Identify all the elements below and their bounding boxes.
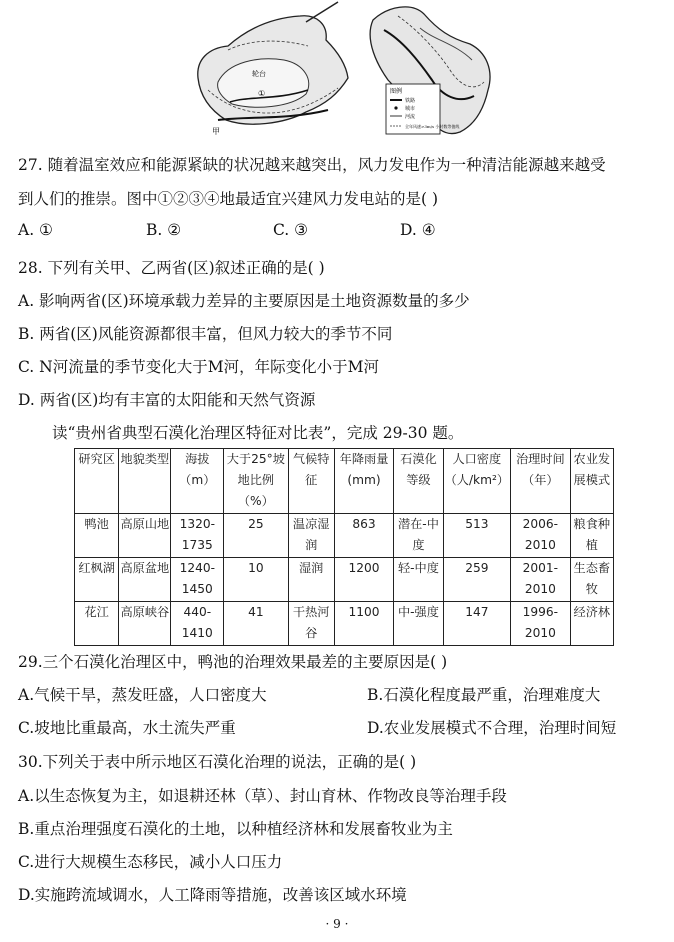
q29-option-d: D.农业发展模式不合理，治理时间短 (367, 719, 617, 737)
table-cell: 高原盆地 (119, 558, 171, 602)
q27-stem-line1: 27. 随着温室效应和能源紧缺的状况越来越突出，风力发电作为一种清洁能源越来越受 (18, 156, 606, 174)
map-legend-city: 城市 (405, 106, 416, 112)
q28-option-d: D. 两省(区)均有丰富的太阳能和天然气资源 (18, 391, 316, 409)
table-cell: 1240-1450 (171, 558, 224, 602)
header-cell: 海拔（m） (171, 449, 224, 514)
q30-option-d: D.实施跨流域调水，人工降雨等措施，改善该区域水环境 (18, 886, 407, 904)
map-legend-railway: 铁路 (405, 98, 416, 104)
table-cell: 10 (224, 558, 288, 602)
header-cell: 人口密度（人/km²） (443, 449, 510, 514)
q30-option-c: C.进行大规模生态移民，减小人口压力 (18, 853, 283, 871)
table-cell: 中-强度 (394, 602, 443, 646)
header-cell: 研究区 (75, 449, 119, 514)
q27-option-d: D. ④ (400, 221, 436, 239)
q28-option-c: C. N河流量的季节变化大于M河，年际变化小于M河 (18, 358, 379, 376)
q27-stem-line2: 到人们的推崇。图中①②③④地最适宜兴建风力发电站的是( ) (18, 190, 439, 208)
q29-option-c: C.坡地比重最高，水土流失严重 (18, 719, 236, 737)
rocky-desertification-table (74, 448, 614, 646)
q27-option-c: C. ③ (273, 221, 309, 239)
map-label-1: ① (258, 89, 266, 98)
map-jia (198, 2, 348, 136)
table-row (75, 514, 614, 558)
map-label-luntai: 轮台 (252, 70, 266, 78)
header-cell: 石漠化等级 (394, 449, 443, 514)
table-cell: 粮食种植 (570, 514, 613, 558)
table-header-row (75, 449, 614, 514)
table-cell: 干热河谷 (288, 602, 334, 646)
table-cell: 1100 (334, 602, 393, 646)
table-intro: 读“贵州省典型石漠化治理区特征对比表”，完成 29-30 题。 (52, 424, 464, 442)
q30-option-a: A.以生态恢复为主，如退耕还林（草）、封山育林、作物改良等治理手段 (18, 787, 507, 805)
q29-option-a: A.气候干旱，蒸发旺盛，人口密度大 (18, 686, 267, 704)
q30-stem: 30.下列关于表中所示地区石漠化治理的说法，正确的是( ) (18, 753, 417, 771)
table-cell: 440-1410 (171, 602, 224, 646)
map-legend-river: 河流 (405, 114, 416, 120)
q29-stem: 29.三个石漠化治理区中，鸭池的治理效果最差的主要原因是( ) (18, 653, 448, 671)
table-cell: 花江 (75, 602, 119, 646)
header-cell: 大于25°坡地比例（%） (224, 449, 288, 514)
map-legend-title: 图例 (390, 88, 403, 95)
table-cell: 2006-2010 (511, 514, 571, 558)
q29-option-b: B.石漠化程度最严重，治理难度大 (367, 686, 601, 704)
table-row (75, 602, 614, 646)
header-cell: 治理时间（年） (511, 449, 571, 514)
table-cell: 41 (224, 602, 288, 646)
table-cell: 513 (443, 514, 510, 558)
table-cell: 生态畜牧 (570, 558, 613, 602)
table-cell: 25 (224, 514, 288, 558)
table-cell: 高原峡谷 (119, 602, 171, 646)
header-cell: 年降雨量(mm) (334, 449, 393, 514)
region-maps-figure (188, 0, 498, 140)
q27-option-a: A. ① (18, 221, 53, 239)
header-cell: 农业发展模式 (570, 449, 613, 514)
q28-stem: 28. 下列有关甲、乙两省(区)叙述正确的是( ) (18, 259, 325, 277)
map-legend-isoline: 全年风速>3m/s 小时数等值线 (405, 124, 460, 129)
table-cell: 863 (334, 514, 393, 558)
table-cell: 2001-2010 (511, 558, 571, 602)
table-cell: 湿润 (288, 558, 334, 602)
table-row (75, 558, 614, 602)
table-cell: 1996-2010 (511, 602, 571, 646)
header-cell: 地貌类型 (119, 449, 171, 514)
table-cell: 轻-中度 (394, 558, 443, 602)
table-cell: 1200 (334, 558, 393, 602)
table-cell: 温凉湿润 (288, 514, 334, 558)
page-number: · 9 · (325, 917, 349, 931)
table-cell: 高原山地 (119, 514, 171, 558)
q30-option-b: B.重点治理强度石漠化的土地，以种植经济林和发展畜牧业为主 (18, 820, 453, 838)
table-cell: 147 (443, 602, 510, 646)
map-label-jia: 甲 (212, 127, 220, 136)
table-cell: 红枫湖 (75, 558, 119, 602)
table-cell: 潜在-中度 (394, 514, 443, 558)
q28-option-b: B. 两省(区)风能资源都很丰富，但风力较大的季节不同 (18, 325, 393, 343)
table-cell: 1320-1735 (171, 514, 224, 558)
q27-option-b: B. ② (146, 221, 182, 239)
header-cell: 气候特征 (288, 449, 334, 514)
map-yi (370, 7, 490, 134)
table-cell: 经济林 (570, 602, 613, 646)
q28-option-a: A. 影响两省(区)环境承载力差异的主要原因是土地资源数量的多少 (18, 292, 470, 310)
table-cell: 259 (443, 558, 510, 602)
table-cell: 鸭池 (75, 514, 119, 558)
